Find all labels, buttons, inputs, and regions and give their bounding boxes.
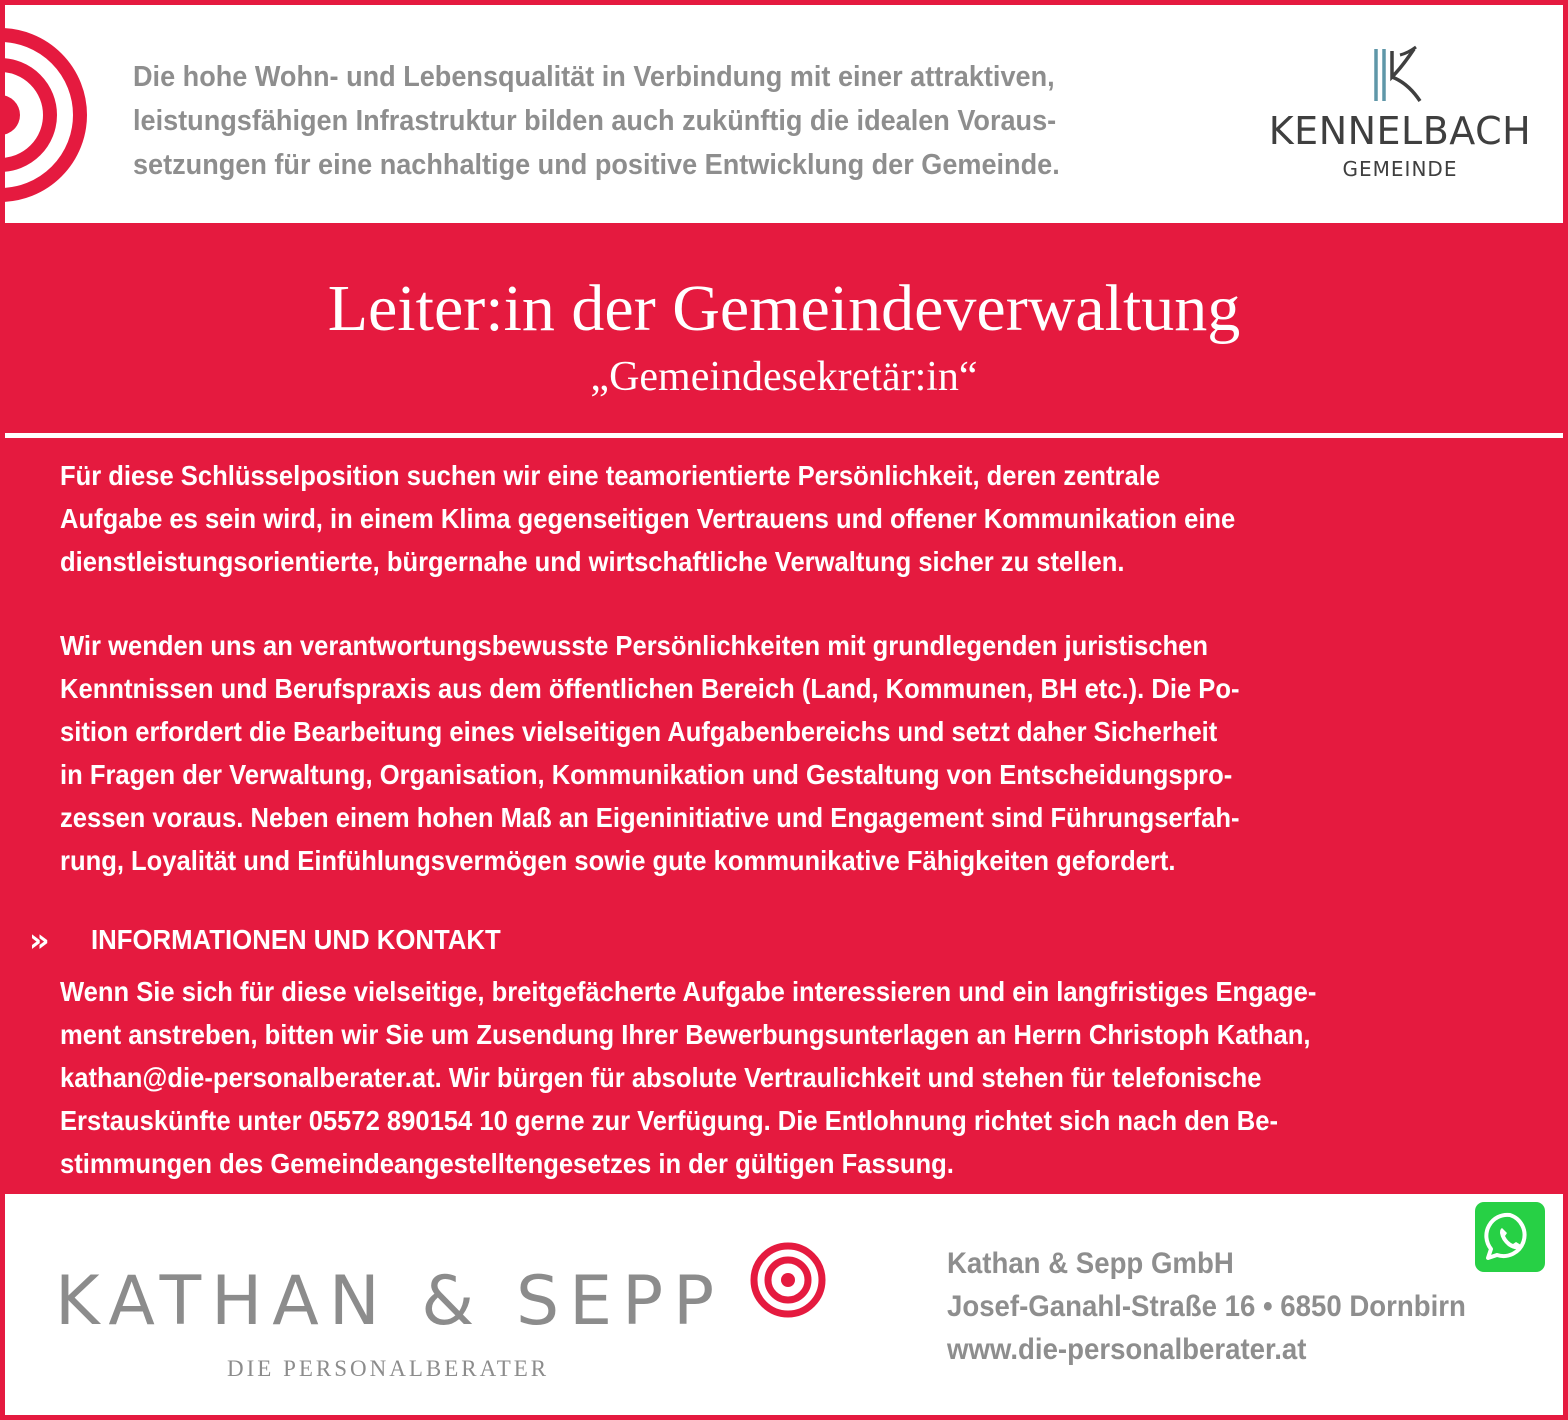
kennelbach-k-mark-icon — [1370, 43, 1430, 105]
text-line: Für diese Schlüsselposition suchen wir eine teamorientierte Persönlichkeit, deren zentrale — [60, 460, 1161, 491]
text-line: in Fragen der Verwaltung, Organisation, Kommunikation und Gestaltung von Entscheidungspro- — [60, 759, 1233, 790]
paragraph-contact — [60, 970, 1427, 1185]
target-circles-icon — [0, 25, 100, 205]
title-band — [5, 223, 1563, 433]
paragraph-requirements — [60, 624, 1427, 882]
text-line: rung, Loyalität und Einfühlungsvermögen sowie gute kommunikative Fähigkeiten gefordert. — [60, 845, 1176, 876]
whatsapp-glyph-icon — [1475, 1202, 1545, 1272]
text-line: Erstauskünfte unter 05572 890154 10 gerne zur Verfügung. Die Entlohnung richtet sich nach den Be- — [60, 1105, 1278, 1136]
text-line: Kenntnissen und Berufspraxis aus dem öffentlichen Bereich (Land, Kommunen, BH etc.). Die Po- — [60, 673, 1240, 704]
kennelbach-logo-sub: GEMEINDE — [1342, 157, 1458, 181]
paragraph-position — [60, 454, 1427, 583]
double-chevron-icon: » — [29, 921, 50, 959]
target-circles-icon — [748, 1240, 828, 1320]
kennelbach-logo-name: KENNELBACH — [1268, 109, 1532, 153]
whatsapp-icon[interactable] — [1475, 1202, 1545, 1272]
text-line: stimmungen des Gemeindeangestelltengesetzes in der gültigen Fassung. — [60, 1148, 954, 1179]
intro-text — [133, 55, 1159, 187]
company-address: Josef-Ganahl-Straße 16 • 6850 Dornbirn — [947, 1290, 1466, 1323]
text-line: ment anstreben, bitten wir Sie um Zusendung Ihrer Bewerbungsunterlagen an Herrn Christoph Kathan, — [60, 1019, 1311, 1050]
text-line: sition erfordert die Bearbeitung eines vielseitigen Aufgabenbereichs und setzt daher Sicherheit — [60, 716, 1218, 747]
text-line: Wir wenden uns an verantwortungsbewusste Persönlichkeiten mit grundlegenden juristischen — [60, 630, 1209, 661]
text-line: Wenn Sie sich für diese vielseitige, breitgefächerte Aufgabe interessieren und ein langfristiges Engage- — [60, 976, 1317, 1007]
text-line: dienstleistungsorientierte, bürgernahe und wirtschaftliche Verwaltung sicher zu stellen. — [60, 546, 1125, 577]
kathan-sepp-logo-name: KATHAN & SEPP — [55, 1262, 725, 1341]
footer — [5, 1194, 1563, 1415]
header — [5, 5, 1563, 223]
company-name: Kathan & Sepp GmbH — [947, 1247, 1234, 1280]
contact-info — [947, 1242, 1499, 1371]
text-line: kathan@die-personalberater.at. Wir bürgen für absolute Vertraulichkeit und stehen für telefonische — [60, 1062, 1262, 1093]
intro-line: leistungsfähigen Infrastruktur bilden auch zukünftig die idealen Voraus- — [133, 105, 1057, 137]
kathan-sepp-logo — [55, 1238, 835, 1388]
info-heading: INFORMATIONEN UND KONTAKT — [91, 924, 501, 955]
intro-line: Die hohe Wohn- und Lebensqualität in Verbindung mit einer attraktiven, — [133, 61, 1055, 93]
text-line: Aufgabe es sein wird, in einem Klima gegenseitigen Vertrauens und offener Kommunikation eine — [60, 503, 1236, 534]
kennelbach-logo — [1267, 39, 1533, 189]
job-subtitle: „Gemeindesekretär:in“ — [590, 354, 978, 400]
body-section — [5, 438, 1563, 1194]
text-line: zessen voraus. Neben einem hohen Maß an Eigeninitiative und Engagement sind Führungserfah- — [60, 802, 1240, 833]
job-title: Leiter:in der Gemeindeverwaltung — [327, 272, 1241, 345]
company-website[interactable]: www.die-personalberater.at — [947, 1333, 1307, 1366]
intro-line: setzungen für eine nachhaltige und positive Entwicklung der Gemeinde. — [133, 149, 1060, 181]
kathan-sepp-logo-sub: DIE PERSONALBERATER — [227, 1356, 550, 1381]
